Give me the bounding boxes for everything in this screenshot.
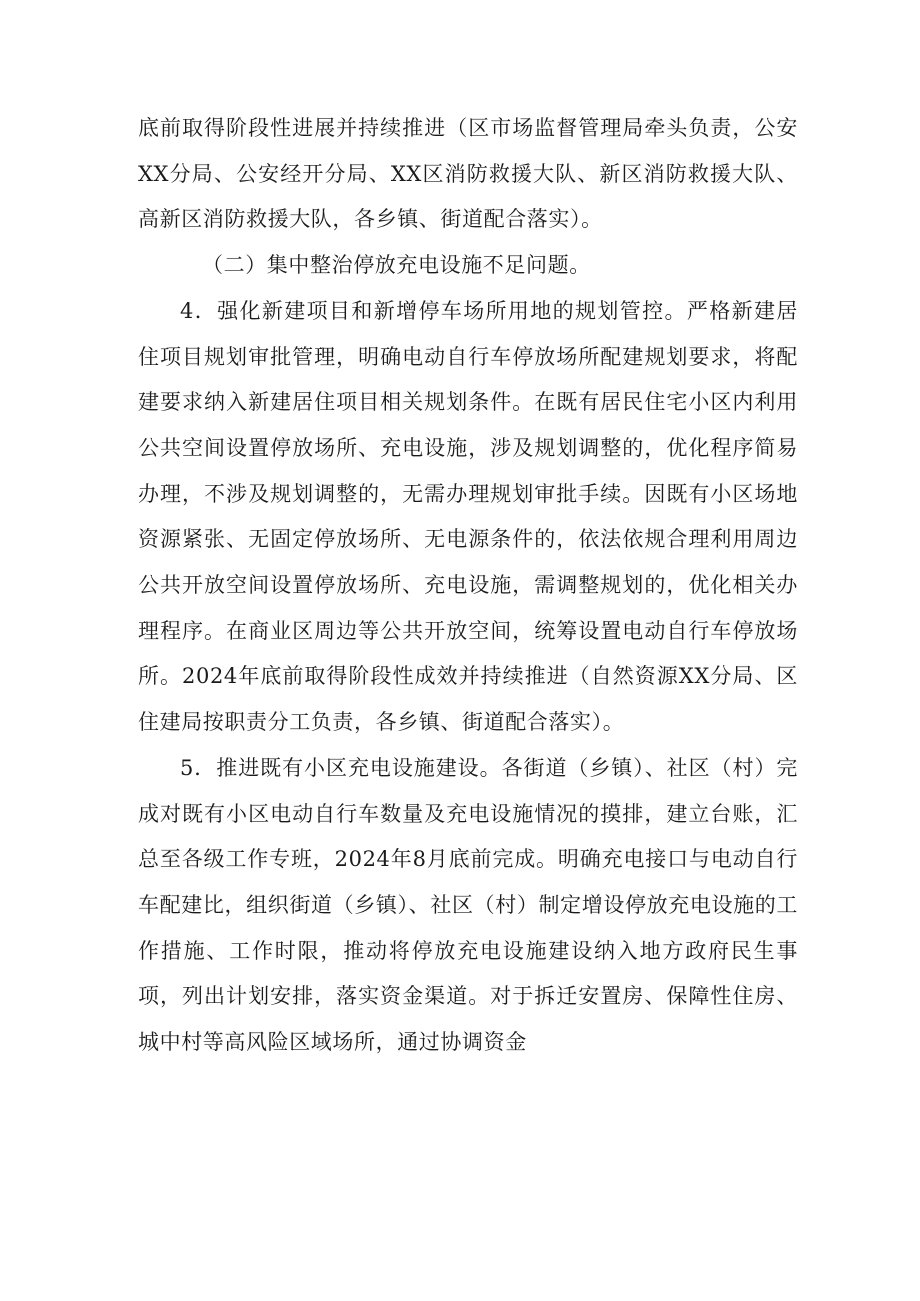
document-body [138,106,798,1066]
section-heading: （二）集中整治停放充电设施不足问题。 [202,253,591,278]
paragraph-item-4: 4．强化新建项目和新增停车场所用地的规划管控。严格新建居住项目规划审批管理，明确电动自行车停放场所配建规划要求，将配建要求纳入新建居住项目相关规划条件。在既有居民住宅小区内利用公共空间设置停放场所、充电设施，涉及规划调整的，优化程序简易办理，不涉及规划调整的，无需办理规划审批手续。因既有小区场地资源紧张、无固定停放场所、无电源条件的，依法依规合理利用周边公共开放空间设置停放场所、充电设施，需调整规划的，优化相关办理程序。在商业区周边等公共开放空间，统筹设置电动自行车停放场所。2024年底前取得阶段性成效并持续推进（自然资源XX分局、区住建局按职责分工负责，各乡镇、街道配合落实）。 [138,298,798,735]
paragraph-item-5: 5．推进既有小区充电设施建设。各街道（乡镇）、社区（村）完成对既有小区电动自行车数量及充电设施情况的摸排，建立台账，汇总至各级工作专班，2024年8月底前完成。明确充电接口与电动自行车配建比，组织街道（乡镇）、社区（村）制定增设停放充电设施的工作措施、工作时限，推动将停放充电设施建设纳入地方政府民生事项，列出计划安排，落实资金渠道。对于拆迁安置房、保障性住房、城中村等高风险区域场所，通过协调资金 [138,755,798,1055]
paragraph-continuation: 底前取得阶段性进展并持续推进（区市场监督管理局牵头负责，公安XX分局、公安经开分局、XX区消防救援大队、新区消防救援大队、高新区消防救援大队，各乡镇、街道配合落实）。 [138,116,798,232]
